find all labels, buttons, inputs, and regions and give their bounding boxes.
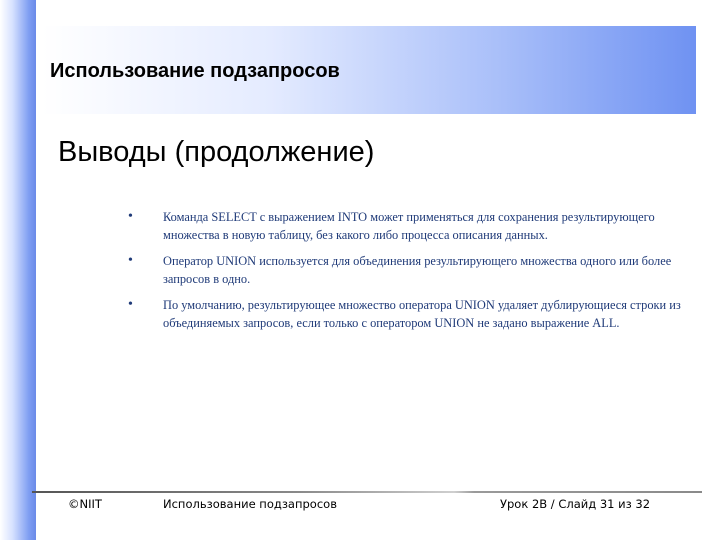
bullet-dot-icon: • — [128, 209, 133, 224]
slide-subtitle: Выводы (продолжение) — [58, 136, 375, 168]
footer-divider — [32, 491, 702, 493]
bullet-item — [128, 208, 688, 244]
bullet-text: По умолчанию, результирующее множество оператора UNION удаляет дублирующиеся строки из объединяемых запросов, если только с оператором UNION не задано выражение ALL. — [163, 298, 681, 330]
footer-copyright: ©NIIT — [68, 497, 102, 511]
bullet-dot-icon: • — [128, 297, 133, 312]
bullet-list — [128, 208, 688, 340]
slide-title: Использование подзапросов — [50, 60, 340, 82]
bullet-dot-icon: • — [128, 253, 133, 268]
footer-slide-info: Урок 2B / Слайд 31 из 32 — [500, 497, 651, 511]
bullet-text: Команда SELECT с выражением INTO может применяться для сохранения результирующего множества в новую таблицу, без какого либо процесса описания данных. — [163, 210, 655, 242]
bullet-item — [128, 252, 688, 288]
footer-topic: Использование подзапросов — [163, 497, 337, 511]
bullet-text: Оператор UNION используется для объединения результирующего множества одного или более запросов в одно. — [163, 254, 672, 286]
bullet-item — [128, 296, 688, 332]
left-decorative-bar — [0, 0, 36, 540]
